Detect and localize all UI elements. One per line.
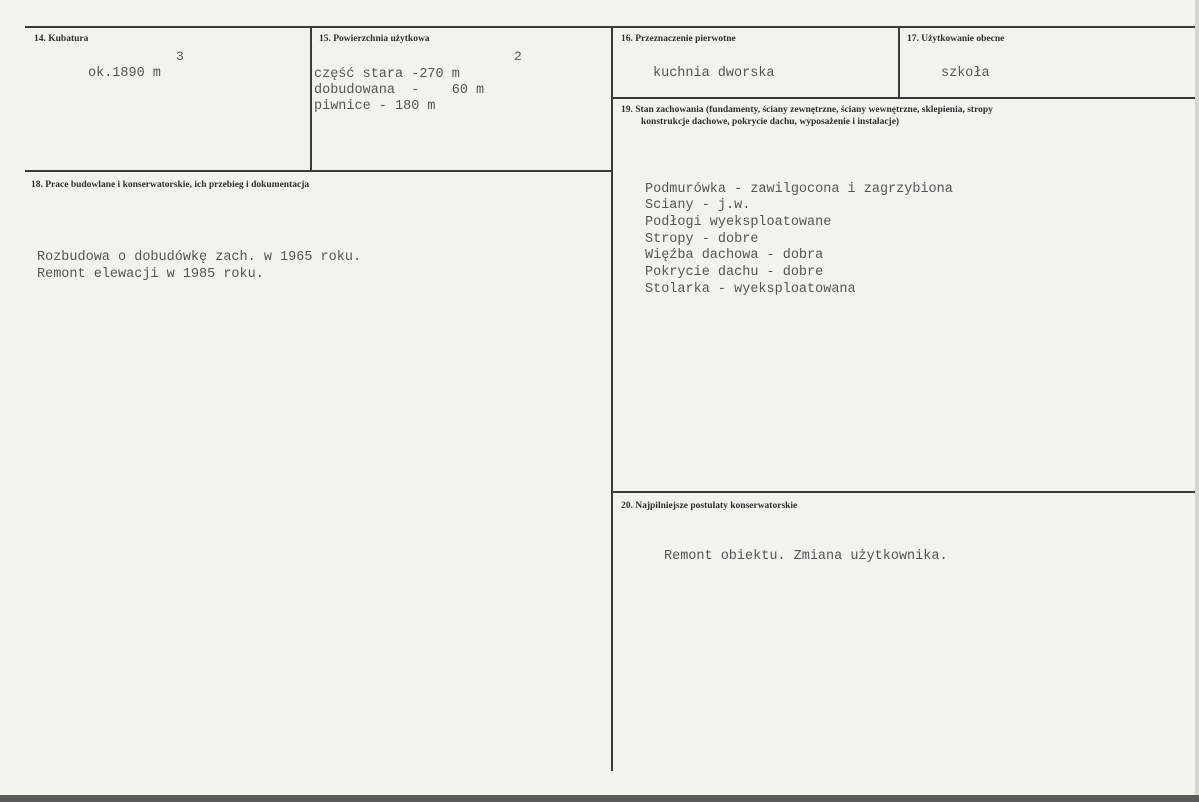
field-18-line-1: Rozbudowa o dobudówkę zach. w 1965 roku. [37, 250, 362, 265]
field-14-label: 14. Kubatura [34, 34, 89, 44]
field-15-line-1: część stara -270 m [314, 67, 460, 82]
field-19-line-1: Podmurówka - zawilgocona i zagrzybiona [645, 182, 953, 197]
scan-bottom-edge [0, 795, 1199, 802]
field-19-line-2: Sciany - j.w. [645, 198, 751, 213]
field-20-label: 20. Najpilniejsze postulaty konserwatorskie [621, 501, 798, 511]
field-19-line-3: Podłogi wyeksploatowane [645, 215, 832, 230]
divider-19-20 [612, 491, 1195, 493]
field-17-value: szkoła [941, 66, 990, 81]
field-19-label-line-2: konstrukcje dachowe, pokrycie dachu, wyposażenie i instalacje) [641, 117, 900, 127]
field-16-value: kuchnia dworska [653, 66, 775, 81]
field-19-label-line-1: 19. Stan zachowania (fundamenty, ściany zewnętrzne, ściany wewnętrzne, sklepienia, stropy [621, 105, 993, 115]
divider-15-18 [25, 170, 612, 172]
field-15-line-3: piwnice - 180 m [314, 99, 436, 114]
field-19-line-7: Stolarka - wyeksploatowana [645, 282, 856, 297]
field-18-line-2: Remont elewacji w 1985 roku. [37, 267, 264, 282]
field-19-line-6: Pokrycie dachu - dobre [645, 265, 824, 280]
field-18-label: 18. Prace budowlane i konserwatorskie, ich przebieg i dokumentacja [31, 180, 310, 190]
top-border-line [25, 26, 1195, 28]
field-16-label: 16. Przeznaczenie pierwotne [621, 34, 736, 44]
field-15-line-2: dobudowana - 60 m [314, 83, 485, 98]
field-14-value: ok.1890 m [88, 66, 161, 81]
field-15-label: 15. Powierzchnia użytkowa [319, 34, 430, 44]
field-20-value: Remont obiektu. Zmiana użytkownika. [664, 549, 948, 564]
divider-14-15 [310, 26, 312, 171]
field-19-line-4: Stropy - dobre [645, 232, 759, 247]
paper-right-edge [1195, 0, 1199, 795]
field-17-label: 17. Użytkowanie obecne [907, 34, 1005, 44]
divider-16-17 [898, 26, 900, 98]
divider-16-19 [612, 97, 1195, 99]
field-15-unit-superscript: 2 [514, 49, 522, 64]
field-14-unit-superscript: 3 [176, 49, 184, 64]
main-vertical-divider [611, 26, 613, 771]
field-19-line-5: Więźba dachowa - dobra [645, 248, 824, 263]
